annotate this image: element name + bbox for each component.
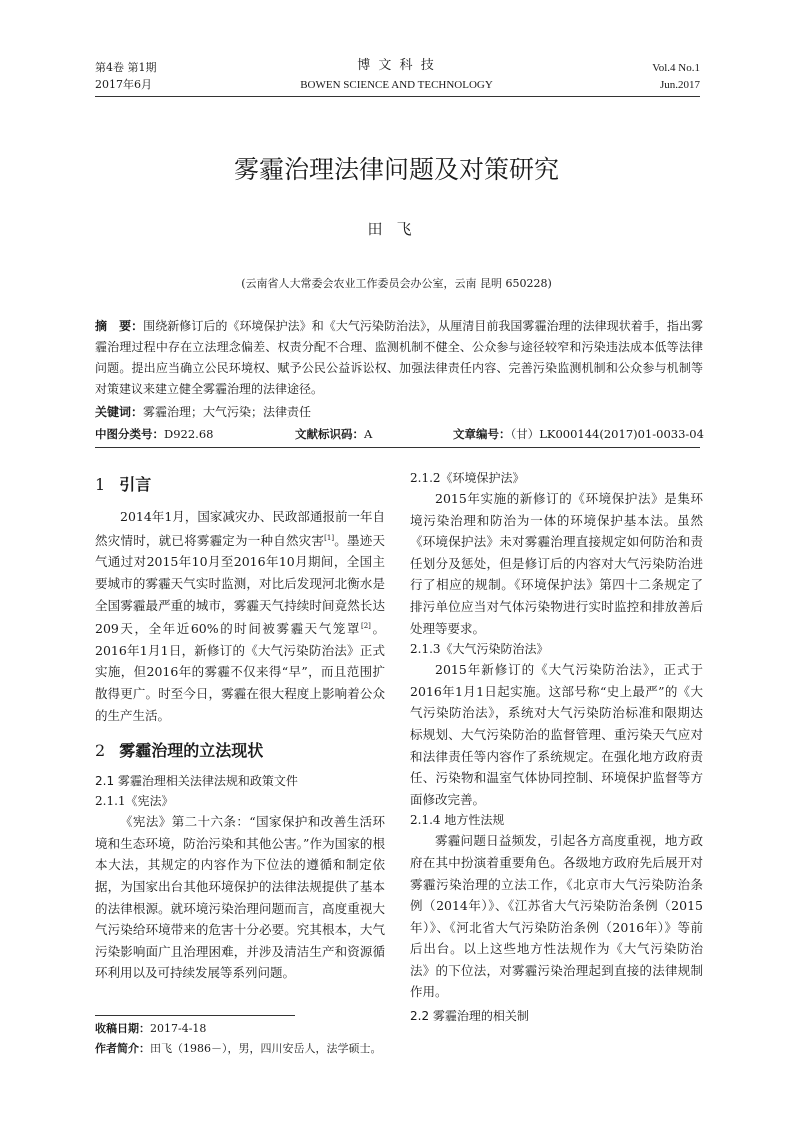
- header-date: 2017年6月: [95, 78, 152, 91]
- section-2-1-3-paragraph: 2015年新修订的《大气污染防治法》，正式于2016年1月1日起实施。这部号称“史上最严”的《大气污染防治法》，系统对大气污染防治标准和限期达标规划、大气污染防治的监督管理、重污染天气应对和法律责任等内容作了系统规定。在强化地方政府责任、污染物和温室气体协同控制、环境保护监督等方面修改完善。: [410, 662, 703, 807]
- paper-author: 田飞: [367, 220, 426, 238]
- header-date-en: Jun.2017: [659, 79, 700, 91]
- article-number: [453, 425, 704, 443]
- section-2-1-2-paragraph: 2015年实施的新修订的《环境保护法》是集环境污染治理和防治为一体的环境保护基本法。虽然《环境保护法》未对雾霾治理直接规定如何防治和责任划分及惩处，但是修订后的内容对大气污染防治进行了相应的规制。《环境保护法》第四十二条规定了排污单位应当对气体污染物进行实时监控和排放善后处理等要求。: [410, 491, 703, 636]
- keywords-label: 关键词：: [95, 405, 144, 419]
- clc-label: 中图分类号：: [95, 427, 164, 441]
- header-volume: 第4卷 第1期: [95, 61, 157, 74]
- keywords: [95, 403, 311, 422]
- author-affiliation: (云南省人大常委会农业工作委员会办公室，云南 昆明 650228): [241, 277, 552, 290]
- section-2-heading: [95, 738, 385, 764]
- footnote-received: [95, 1020, 206, 1037]
- abstract-label: 摘 要：: [95, 319, 144, 333]
- section-2-1-4-paragraph: 雾霾问题日益频发，引起各方高度重视，地方政府在其中扮演着重要角色。各级地方政府先后展开对雾霾污染治理的立法工作，《北京市大气污染防治条例（2014年）》、《江苏省大气污染防治条例（2015年）》、《河北省大气污染防治条例（2016年）》等前后出台。以上这些地方性法规作为《大气污染防治法》的下位法，对雾霾污染治理起到直接的法律规制作用。: [410, 833, 703, 1000]
- abstract-text: 围绕新修订后的《环境保护法》和《大气污染防治法》，从厘清目前我国雾霾治理的法律现状着手，指出雾霾治理过程中存在立法理念偏差、权责分配不合理、监测机制不健全、公众参与途径较窄和污染违法成本低等法律问题。提出应当确立公民环境权、赋予公民公益诉讼权、加强法律责任内容、完善污染监测机制和公众参与机制等对策建议来建立健全雾霾治理的法律途径。: [95, 319, 703, 396]
- citation-2: [2]: [360, 622, 371, 631]
- section-1-paragraph: [95, 506, 385, 726]
- abstract: [95, 316, 703, 400]
- section-1-title: 引言: [119, 475, 152, 494]
- para-text: 。2016年1月1日，新修订的《大气污染防治法》正式实施，但2016年的雾霾不仅来得“早”，而且范围扩散得更广。时至今日，雾霾在很大程度上影响着公众的生产生活。: [95, 621, 385, 723]
- section-2-2-heading: 2.2 雾霾治理的相关制: [410, 1009, 529, 1024]
- author-bio-value: 田飞（1986－），男，四川安岳人，法学硕士。: [150, 1042, 382, 1055]
- author-bio-label: 作者简介：: [95, 1042, 150, 1055]
- footnote-author: [95, 1040, 382, 1057]
- keywords-text: 雾霾治理；大气污染；法律责任: [143, 405, 312, 419]
- citation-1: [1]: [324, 533, 335, 542]
- right-column: [410, 468, 703, 1026]
- clc-number: [95, 425, 213, 443]
- header-volume-en: Vol.4 No.1: [652, 62, 700, 74]
- article-value: （甘）LK000144(2017)01-0033-04: [510, 427, 704, 441]
- section-2-1-1-paragraph: 《宪法》第二十六条：“国家保护和改善生活环境和生态环境，防治污染和其他公害。”作为国家的根本大法，其规定的内容作为下位法的遵循和制定依据，为国家出台其他环境保护的法律法规提供了基本的法律根源。就环境污染治理问题而言，高度重视大气污染给环境带来的危害十分必要。究其根本，大气污染影响面广且治理困难，并涉及清洁生产和资源循环利用以及可持续发展等系列问题。: [95, 814, 385, 981]
- section-2-number: 2: [95, 741, 106, 761]
- received-label: 收稿日期：: [95, 1022, 150, 1035]
- header-journal-en: BOWEN SCIENCE AND TECHNOLOGY: [300, 79, 493, 91]
- footnote-rule: [95, 1015, 295, 1016]
- section-2-1-3-heading: 2.1.3《大气污染防治法》: [410, 642, 549, 657]
- section-2-1-4-heading: 2.1.4 地方性法规: [410, 813, 505, 828]
- paper-title: 雾霾治理法律问题及对策研究: [233, 155, 559, 184]
- abstract-rule: [95, 447, 700, 448]
- clc-value: D922.68: [164, 427, 214, 441]
- header-rule: [95, 96, 700, 97]
- section-2-1-1-heading: 2.1.1《宪法》: [95, 794, 174, 809]
- para-text: 2014年1月，国家减灾办、民政部通报前一年自然灾情时，就已将雾霾定为一种自然灾害: [95, 509, 385, 548]
- received-value: 2017-4-18: [150, 1022, 207, 1035]
- section-1-number: 1: [95, 475, 106, 494]
- header-journal-cn: 博 文 科 技: [357, 58, 436, 73]
- left-column: [95, 472, 385, 984]
- doc-value: A: [364, 427, 373, 441]
- section-1-heading: [95, 472, 385, 498]
- section-2-1-2-heading: 2.1.2《环境保护法》: [410, 471, 525, 485]
- section-2-1-heading: 2.1 雾霾治理相关法律法规和政策文件: [95, 774, 298, 789]
- article-label: 文章编号：: [453, 427, 511, 441]
- doc-label: 文献标识码：: [295, 427, 364, 441]
- doc-code: [295, 425, 372, 443]
- para-text: 。墨迹天气通过对2015年10月至2016年10月期间，全国主要城市的雾霾天气实时监测，对比后发现河北衡水是全国雾霾最严重的城市，雾霾天气持续时间竟然长达209天，全年近60%的时间被雾霾天气笼罩: [95, 532, 385, 637]
- section-2-title: 雾霾治理的立法现状: [119, 741, 264, 761]
